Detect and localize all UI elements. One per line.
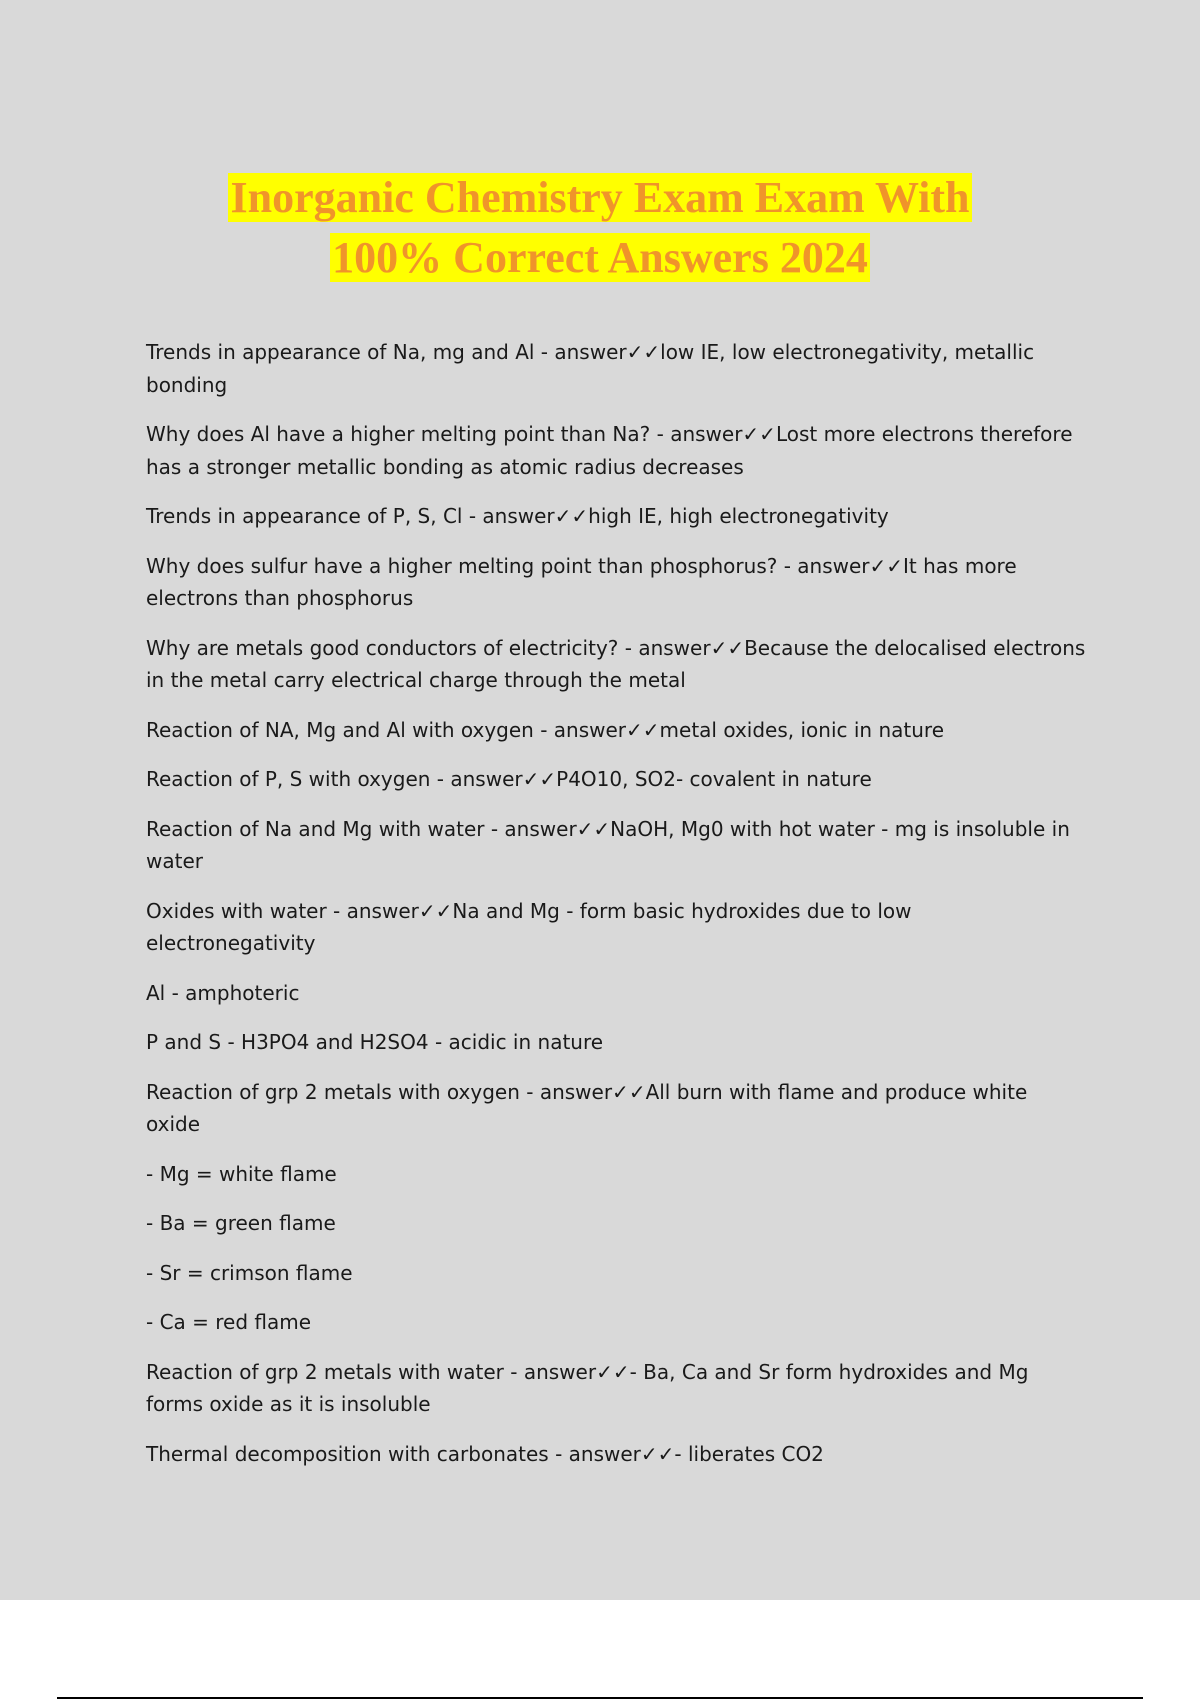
title-line-2: 100% Correct Answers 2024 (332, 233, 868, 282)
qa-entry-18: Thermal decomposition with carbonates - answer✓✓- liberates CO2 (146, 1441, 824, 1466)
qa-entry-14: - Ba = green flame (146, 1211, 336, 1235)
qa-entry-7: Reaction of P, S with oxygen - answer✓✓P4O10, SO2- covalent in nature (146, 767, 872, 791)
qa-entry-6: Reaction of NA, Mg and Al with oxygen - answer✓✓metal oxides, ionic in nature (146, 717, 944, 742)
qa-entry-9: Oxides with water - answer✓✓Na and Mg - form basic hydroxides due to low electronegativity (146, 898, 912, 955)
qa-entry-16: - Ca = red flame (146, 1310, 312, 1334)
qa-entry-4: Why does sulfur have a higher melting point than phosphorus? - answer✓✓It has more electrons than phosphorus (146, 553, 1017, 610)
qa-entry-12: Reaction of grp 2 metals with oxygen - answer✓✓All burn with flame and produce white oxide (146, 1079, 1028, 1136)
qa-list (146, 336, 1086, 1487)
document-title (0, 168, 1200, 288)
title-line-1: Inorganic Chemistry Exam Exam With (230, 173, 970, 222)
qa-entry-13: - Mg = white flame (146, 1161, 337, 1186)
qa-entry-1: Trends in appearance of Na, mg and Al - answer✓✓low IE, low electronegativity, metallic bonding (146, 340, 1035, 397)
qa-entry-17: Reaction of grp 2 metals with water - answer✓✓- Ba, Ca and Sr form hydroxides and Mg forms oxide as it is insoluble (146, 1359, 1029, 1416)
footer-divider (57, 1697, 1143, 1699)
qa-entry-3: Trends in appearance of P, S, Cl - answer✓✓high IE, high electronegativity (146, 504, 889, 528)
qa-entry-11: P and S - H3PO4 and H2SO4 - acidic in nature (146, 1030, 604, 1054)
qa-entry-15: - Sr = crimson flame (146, 1260, 353, 1285)
qa-entry-2: Why does Al have a higher melting point than Na? - answer✓✓Lost more electrons therefore has a stronger metallic bonding as atomic radius decreases (146, 422, 1073, 479)
qa-entry-10: Al - amphoteric (146, 980, 300, 1005)
qa-entry-5: Why are metals good conductors of electricity? - answer✓✓Because the delocalised electrons in the metal carry electrical charge through the metal (146, 635, 1086, 692)
qa-entry-8: Reaction of Na and Mg with water - answer✓✓NaOH, Mg0 with hot water - mg is insoluble in water (146, 816, 1070, 873)
